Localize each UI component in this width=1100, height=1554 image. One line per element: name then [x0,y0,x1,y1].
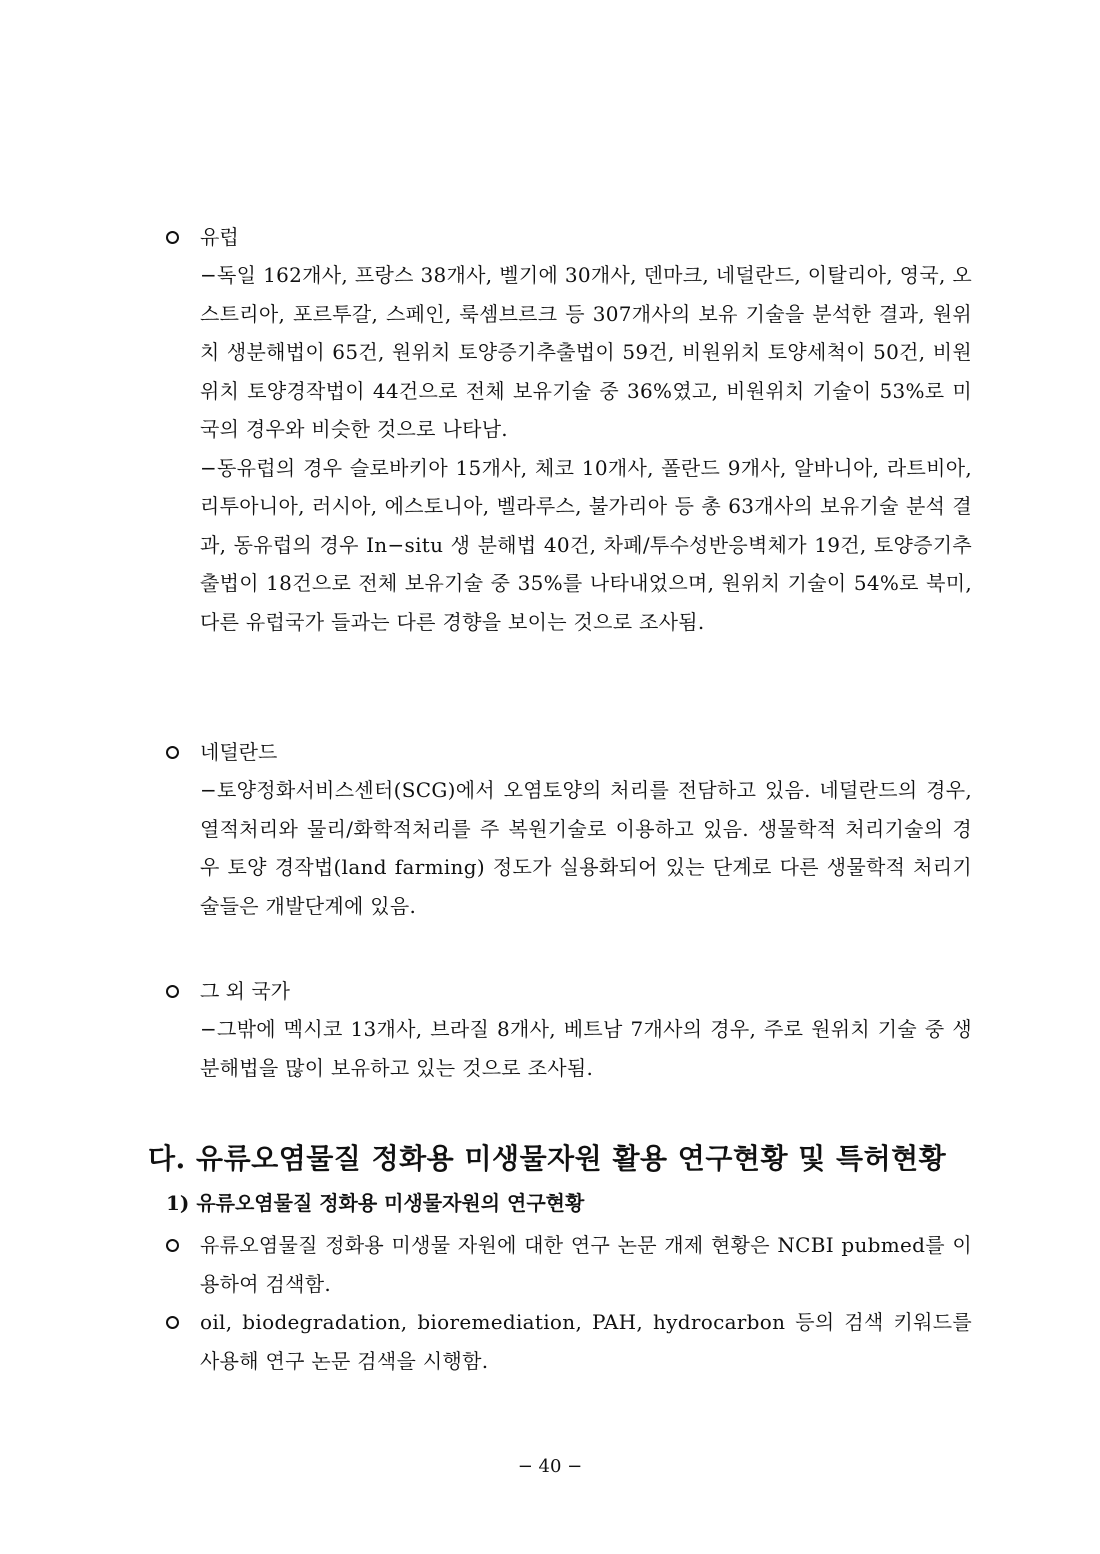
section-d-bullet-1-text: 유류오염물질 정화용 미생물 자원에 대한 연구 논문 개제 현황은 NCBI pubmed를 이용하여 검색함. [200,1233,972,1296]
circle-bullet-icon [166,972,200,1010]
section-d-title: 다. 유류오염물질 정화용 미생물자원 활용 연구현황 및 특허현황 [148,1142,947,1175]
netherlands-heading-row [166,733,972,771]
netherlands-section [166,733,972,925]
circle-bullet-icon [166,733,200,771]
europe-paragraph-west: −독일 162개사, 프랑스 38개사, 벨기에 30개사, 덴마크, 네덜란드, 이탈리아, 영국, 오스트리아, 포르투갈, 스페인, 룩셈브르크 등 307개사의 보유 기술을 분석한 결과, 원위치 생분해법이 65건, 원위치 토양증기추출법이 59건, 비원위치 토양세척이 50건, 비원위치 토양경작법이 44건으로 전체 보유기술 중 36%였고, 비원위치 기술이 53%로 미국의 경우와 비슷한 것으로 나타남. [200,263,972,441]
others-section [166,972,972,1087]
netherlands-heading: 네덜란드 [200,740,278,764]
europe-paragraph-east: −동유럽의 경우 슬로바키아 15개사, 체코 10개사, 폴란드 9개사, 알바니아, 라트비아, 리투아니아, 러시아, 에스토니아, 벨라루스, 불가리아 등 총 63개사의 보유기술 분석 결과, 동유럽의 경우 In−situ 생 분해법 40건, 차폐/투수성반응벽체가 19건, 토양증기추출법이 18건으로 전체 보유기술 중 35%를 나타내었으며, 원위치 기술이 54%로 북미, 다른 유럽국가 들과는 다른 경향을 보이는 것으로 조사됨. [200,455,972,634]
section-d-bullets [166,1226,972,1380]
section-d-subtitle: 1) 유류오염물질 정화용 미생물자원의 연구현황 [166,1191,585,1215]
page-number: − 40 − [517,1456,583,1477]
others-heading-row [166,972,972,1010]
section-d-bullet-1 [166,1226,972,1303]
circle-bullet-icon [166,1303,200,1341]
section-d-bullet-2 [166,1303,972,1380]
europe-section [166,218,972,641]
section-d-bullet-2-text: oil, biodegradation, bioremediation, PAH, hydrocarbon 등의 검색 키워드를 사용해 연구 논문 검색을 시행함. [200,1310,972,1373]
circle-bullet-icon [166,218,200,256]
others-paragraph: −그밖에 멕시코 13개사, 브라질 8개사, 베트남 7개사의 경우, 주로 원위치 기술 중 생분해법을 많이 보유하고 있는 것으로 조사됨. [200,1017,972,1080]
netherlands-paragraph: −토양정화서비스센터(SCG)에서 오염토양의 처리를 전담하고 있음. 네덜란드의 경우, 열적처리와 물리/화학적처리를 주 복원기술로 이용하고 있음. 생물학적 처리기술의 경우 토양 경작법(land farming) 정도가 실용화되어 있는 단계로 다른 생물학적 처리기술들은 개발단계에 있음. [200,778,972,918]
others-heading: 그 외 국가 [200,979,290,1003]
europe-heading: 유럽 [200,225,239,249]
circle-bullet-icon [166,1226,200,1264]
europe-heading-row [166,218,972,256]
